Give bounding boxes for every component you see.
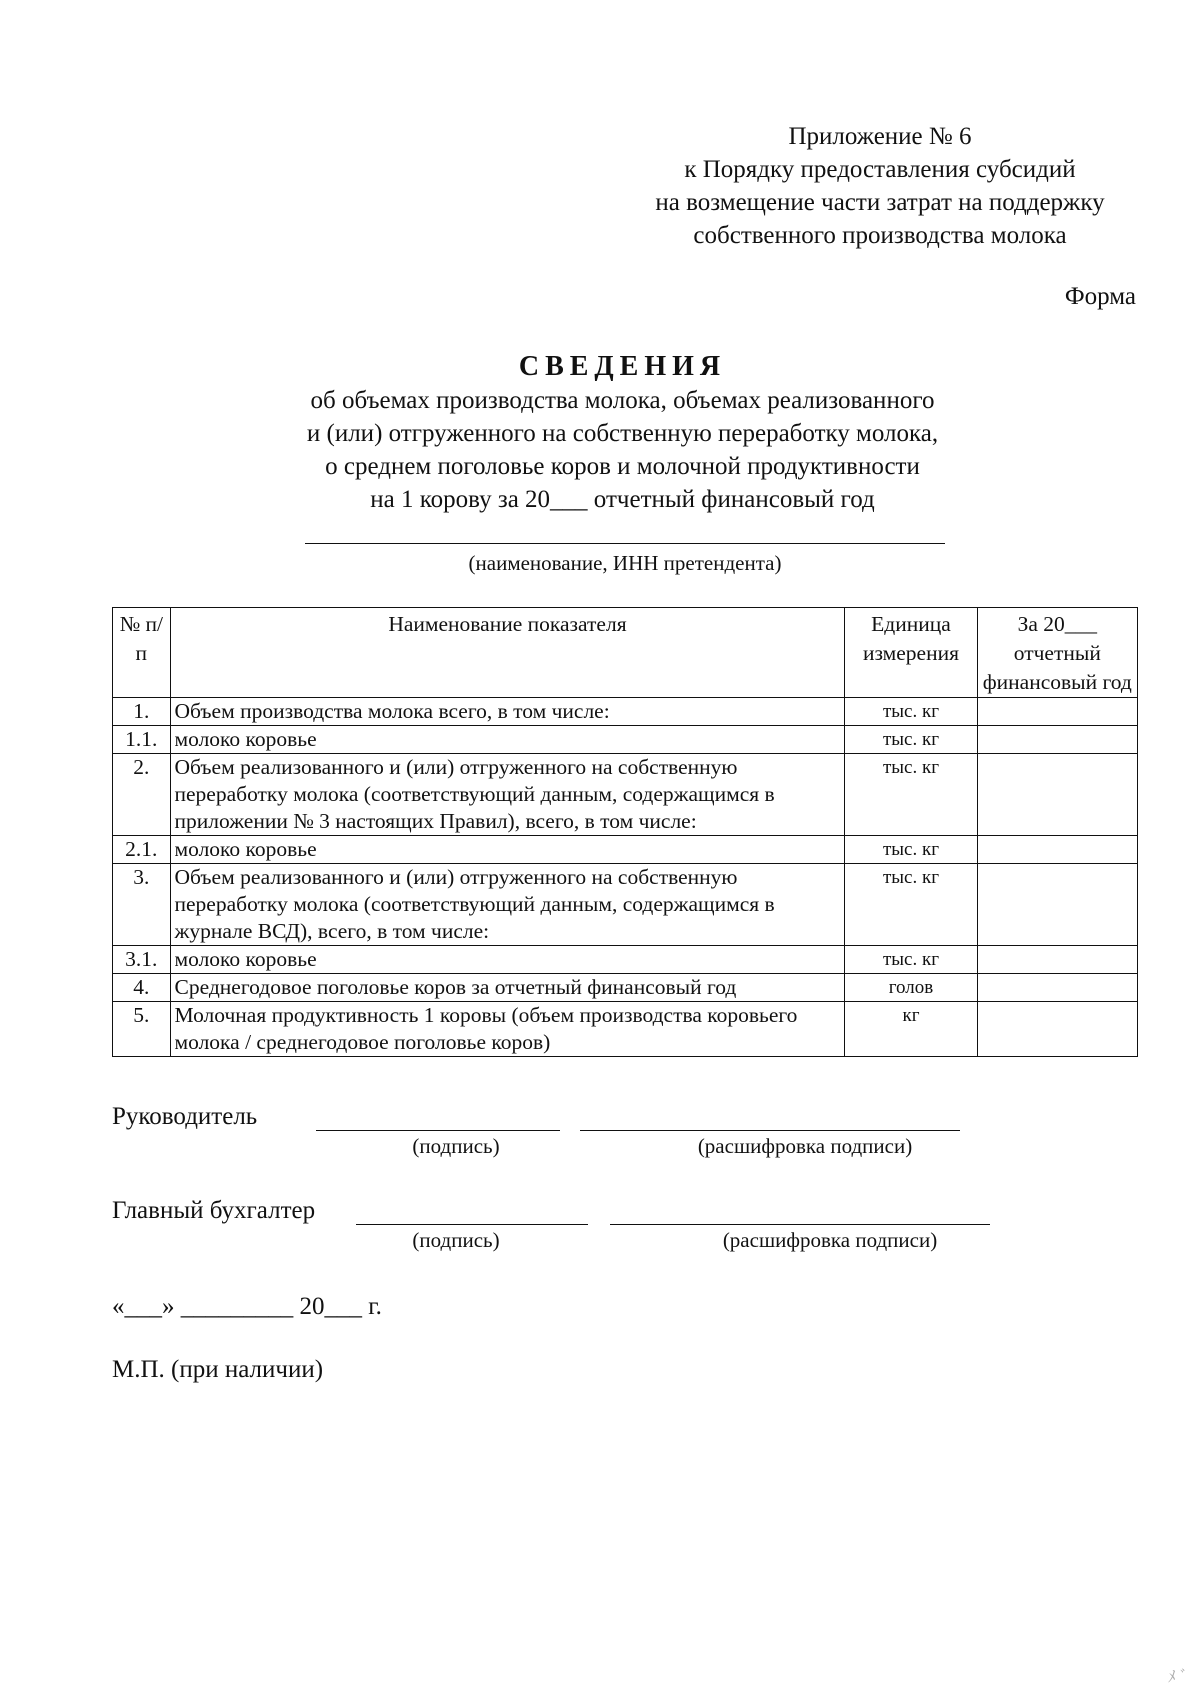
row-num: 3.1. (113, 946, 171, 974)
row-name: Объем реализованного и (или) отгруженного на собственную переработку молока (соответствующий данным, содержащимся в журнале ВСД), всего, в том числе: (170, 864, 845, 946)
row-unit: тыс. кг (845, 754, 977, 836)
accountant-signature-caption: (подпись) (412, 1228, 500, 1252)
applicant-caption: (наименование, ИНН претендента) (468, 551, 782, 575)
row-unit: тыс. кг (845, 726, 977, 754)
document-title: СВЕДЕНИЯ (518, 351, 727, 382)
appendix-line: на возмещение части затрат на поддержку (655, 189, 1105, 216)
header-name: Наименование показателя (170, 608, 845, 698)
director-signature-caption: (подпись) (412, 1134, 500, 1158)
date-line[interactable]: «___» _________ 20___ г. (112, 1293, 382, 1320)
row-unit: кг (845, 1002, 977, 1057)
row-value-cell[interactable] (977, 754, 1137, 836)
row-value-cell[interactable] (977, 974, 1137, 1002)
subtitle-line: об объемах производства молока, объемах реализованного (310, 387, 935, 414)
row-name: молоко коровье (170, 946, 845, 974)
row-num: 1.1. (113, 726, 171, 754)
row-name: Объем реализованного и (или) отгруженного на собственную переработку молока (соответствующий данным, содержащимся в приложении № 3 настоящих Правил), всего, в том числе: (170, 754, 845, 836)
appendix-line: собственного производства молока (693, 222, 1067, 249)
table-header-row (113, 608, 1138, 698)
accountant-label: Главный бухгалтер (112, 1197, 316, 1224)
accountant-decoding-blank[interactable] (610, 1224, 990, 1225)
row-name: молоко коровье (170, 836, 845, 864)
subtitle-line: и (или) отгруженного на собственную переработку молока, (306, 420, 939, 447)
row-name: молоко коровье (170, 726, 845, 754)
row-name: Молочная продуктивность 1 коровы (объем производства коровьего молока / среднегодовое поголовье коров) (170, 1002, 845, 1057)
header-value: За 20___ отчетный финансовый год (977, 608, 1137, 698)
row-unit: тыс. кг (845, 864, 977, 946)
row-unit: тыс. кг (845, 836, 977, 864)
appendix-line: к Порядку предоставления субсидий (684, 156, 1076, 183)
row-value-cell[interactable] (977, 864, 1137, 946)
subtitle-line: на 1 корову за 20___ отчетный финансовый год (370, 486, 875, 513)
form-label: Форма (1064, 283, 1136, 310)
table-row (113, 754, 1138, 836)
appendix-line: Приложение № 6 (788, 123, 972, 150)
director-decoding-caption: (расшифровка подписи) (697, 1134, 913, 1158)
row-value-cell[interactable] (977, 946, 1137, 974)
row-value-cell[interactable] (977, 698, 1137, 726)
row-num: 1. (113, 698, 171, 726)
accountant-signature-blank[interactable] (356, 1224, 588, 1225)
table-row (113, 1002, 1138, 1057)
corner-mark: ﾒ ﾞ (1167, 1669, 1188, 1686)
row-num: 3. (113, 864, 171, 946)
row-num: 5. (113, 1002, 171, 1057)
table-row (113, 836, 1138, 864)
header-num: № п/п (113, 608, 171, 698)
director-label: Руководитель (112, 1103, 258, 1130)
stamp-line: М.П. (при наличии) (112, 1356, 324, 1383)
appendix-header (600, 120, 1160, 252)
director-signature-blank[interactable] (316, 1130, 560, 1131)
row-name: Среднегодовое поголовье коров за отчетный финансовый год (170, 974, 845, 1002)
row-num: 4. (113, 974, 171, 1002)
table-row (113, 946, 1138, 974)
row-name: Объем производства молока всего, в том числе: (170, 698, 845, 726)
row-value-cell[interactable] (977, 1002, 1137, 1057)
row-unit: тыс. кг (845, 946, 977, 974)
indicators-table (112, 607, 1138, 1057)
table-row (113, 974, 1138, 1002)
subtitle-line: о среднем поголовье коров и молочной продуктивности (325, 453, 920, 480)
header-unit: Единица измерения (845, 608, 977, 698)
row-num: 2.1. (113, 836, 171, 864)
applicant-name-blank[interactable] (305, 543, 945, 544)
row-num: 2. (113, 754, 171, 836)
document-subtitle (0, 384, 1200, 516)
row-unit: тыс. кг (845, 698, 977, 726)
director-decoding-blank[interactable] (580, 1130, 960, 1131)
table-row (113, 698, 1138, 726)
row-value-cell[interactable] (977, 726, 1137, 754)
table-row (113, 864, 1138, 946)
row-value-cell[interactable] (977, 836, 1137, 864)
table-row (113, 726, 1138, 754)
accountant-decoding-caption: (расшифровка подписи) (722, 1228, 938, 1252)
row-unit: голов (845, 974, 977, 1002)
